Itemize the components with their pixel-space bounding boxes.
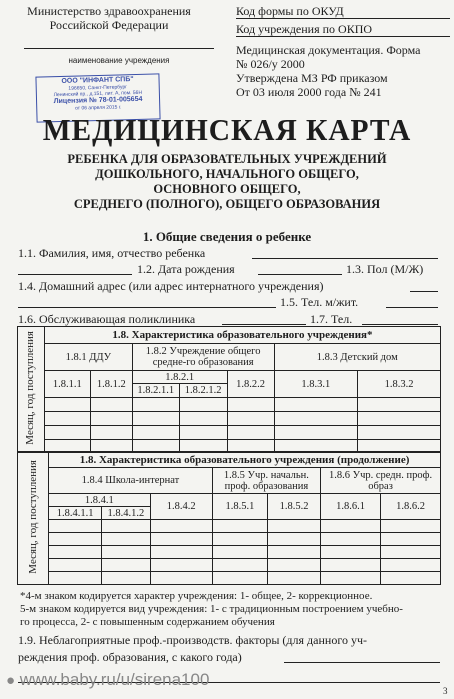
col-1-8-3-2: 1.8.3.2 <box>358 371 441 398</box>
page-number: 3 <box>443 686 448 696</box>
table-row <box>18 426 441 440</box>
field-1-7-label: 1.7. Тел. <box>310 312 353 326</box>
table-row <box>18 520 441 533</box>
speech-bubble-icon: ● <box>6 672 16 689</box>
footnote-1: *4-м знаком кодируется характер учреждения: 1- общее, 2- коррекционное. <box>20 590 373 602</box>
field-1-9-label: 1.9. Неблагоприятные проф.-производств. факторы (для данного уч- <box>18 633 367 647</box>
table1-title: 1.8. Характеристика образовательного учреждения* <box>44 327 440 344</box>
table-row <box>18 412 441 426</box>
col-1-8-6-1: 1.8.6.1 <box>321 494 381 520</box>
table-row <box>18 559 441 572</box>
col-1-8-4-2: 1.8.4.2 <box>150 494 212 520</box>
field-1-4-input[interactable] <box>410 291 438 292</box>
field-1-9-label-cont: реждения проф. образования, с какого года) <box>18 650 242 664</box>
doc-form-line2: № 026/у 2000 <box>236 57 305 71</box>
field-1-5-label: 1.5. Тел. м/жит. <box>280 295 359 309</box>
okud-code: Код формы по ОКУД <box>236 4 450 19</box>
table-row <box>18 572 441 585</box>
form-code-block <box>236 4 450 99</box>
col-1-8-4-1-2: 1.8.4.1.2 <box>102 507 150 520</box>
col-1-8-1: 1.8.1 ДДУ <box>44 344 132 371</box>
section1-title: 1. Общие сведения о ребенке <box>142 229 312 244</box>
table-row <box>18 533 441 546</box>
table-row <box>18 440 441 452</box>
field-1-6-input[interactable] <box>222 324 306 325</box>
field-1-1-input-cont[interactable] <box>18 274 132 275</box>
document-title: МЕДИЦИНСКАЯ КАРТА <box>42 112 412 147</box>
table-row <box>18 546 441 559</box>
field-1-1-input[interactable] <box>252 258 438 259</box>
table2-title: 1.8. Характеристика образовательного учреждения (продолжение) <box>49 453 441 468</box>
field-1-1-label: 1.1. Фамилия, имя, отчество ребенка <box>18 246 206 260</box>
field-1-9-input[interactable] <box>284 662 440 663</box>
field-1-6-label: 1.6. Обслуживающая поликлиника <box>18 312 196 326</box>
field-1-4-input-cont[interactable] <box>18 307 276 308</box>
col-1-8-4-1-1: 1.8.4.1.1 <box>49 507 102 520</box>
col-1-8-4-1: 1.8.4.1 <box>49 494 150 507</box>
approved-line1: Утверждена МЗ РФ приказом <box>236 71 388 85</box>
field-1-2-label: 1.2. Дата рождения <box>137 262 235 276</box>
approved-line2: От 03 июля 2000 года № 241 <box>236 85 382 99</box>
field-1-3-label: 1.3. Пол (М/Ж) <box>346 262 424 276</box>
col-1-8-3-1: 1.8.3.1 <box>274 371 358 398</box>
table2-side-label: Месяц, год поступления <box>18 453 49 585</box>
col-1-8-5-2: 1.8.5.2 <box>268 494 321 520</box>
ministry-line1: Министерство здравоохранения <box>27 4 191 18</box>
col-1-8-5-1: 1.8.5.1 <box>212 494 267 520</box>
col-1-8-2: 1.8.2 Учреждение общего средне-го образования <box>132 344 274 371</box>
table-row <box>18 398 441 412</box>
col-1-8-6-2: 1.8.6.2 <box>381 494 441 520</box>
col-1-8-1-1: 1.8.1.1 <box>44 371 90 398</box>
col-1-8-2-1-1: 1.8.2.1.1 <box>132 384 179 398</box>
ministry-block <box>4 4 214 32</box>
col-1-8-5: 1.8.5 Учр. начальн. проф. образования <box>212 468 320 494</box>
institution-line <box>24 48 214 49</box>
field-1-7-input[interactable] <box>362 324 438 325</box>
institution-stamp: ООО "ИНФАНТ СПБ" 196650, Санкт-Петербург Ленинский пр., д.151, лит. А, пом. 56Н Лицензия № 78-01-005654 от 06 апреля 2015 г. <box>35 73 160 122</box>
footnote-2b: го процесса, 2- с повышенным содержанием обучения <box>20 616 275 628</box>
doc-form-line1: Медицинская документация. Форма <box>236 43 421 57</box>
col-1-8-2-1-2: 1.8.2.1.2 <box>179 384 227 398</box>
col-1-8-1-2: 1.8.1.2 <box>90 371 132 398</box>
watermark: ● www.baby.ru/u/sirena100 <box>6 670 210 689</box>
col-1-8-6: 1.8.6 Учр. средн. проф. образ <box>321 468 441 494</box>
field-1-2-input[interactable] <box>258 274 342 275</box>
col-1-8-2-1: 1.8.2.1 <box>132 371 227 384</box>
document-subtitle: РЕБЕНКА ДЛЯ ОБРАЗОВАТЕЛЬНЫХ УЧРЕЖДЕНИЙ ДОШКОЛЬНОГО, НАЧАЛЬНОГО ОБЩЕГО, ОСНОВНОГО ОБЩЕГО, СРЕДНЕГО (ПОЛНОГО), ОБЩЕГО ОБРАЗОВАНИЯ <box>67 152 387 211</box>
col-1-8-4: 1.8.4 Школа-интернат <box>49 468 213 494</box>
okpo-code: Код учреждения по ОКПО <box>236 22 450 37</box>
institution-table-2 <box>17 452 441 585</box>
footnotes <box>20 590 448 629</box>
institution-caption: наименование учреждения <box>68 56 170 65</box>
col-1-8-3: 1.8.3 Детский дом <box>274 344 440 371</box>
ministry-line2: Российской Федерации <box>49 18 169 32</box>
col-1-8-2-2: 1.8.2.2 <box>227 371 274 398</box>
institution-table-1 <box>17 326 441 452</box>
footnote-2a: 5-м знаком кодируется вид учреждения: 1- с традиционным построением учебно- <box>20 603 403 615</box>
table1-side-label: Месяц, год поступления <box>18 327 45 452</box>
field-1-5-input[interactable] <box>386 307 438 308</box>
field-1-4-label: 1.4. Домашний адрес (или адрес интернатного учреждения) <box>18 279 324 293</box>
